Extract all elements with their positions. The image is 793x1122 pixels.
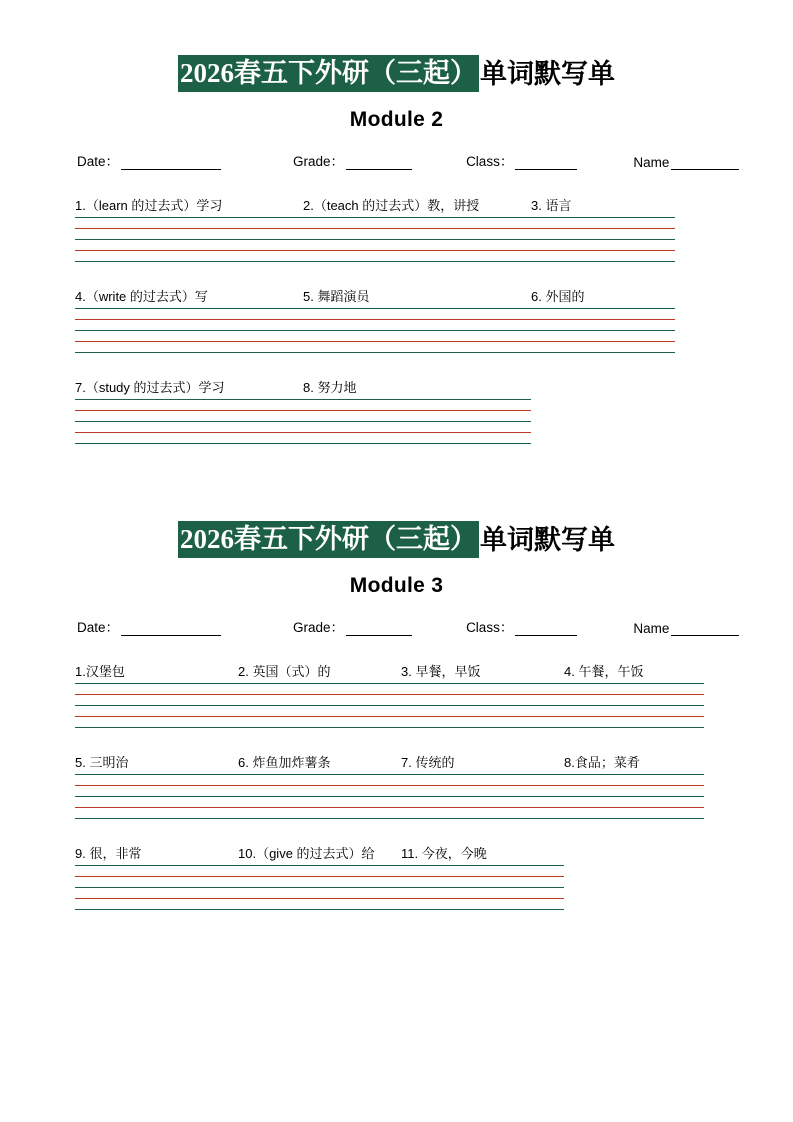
line-green [531,217,675,218]
date-label: Date： [77,154,120,169]
name-blank[interactable] [671,621,739,636]
word-prompt: 11. 今夜，今晚 [401,846,487,861]
line-red [303,432,531,433]
row-spacer [75,354,718,380]
line-green [564,705,704,706]
line-green [75,399,303,400]
line-green [238,818,401,819]
line-red [238,694,401,695]
title-plain: 单词默写单 [480,58,615,89]
line-green [75,352,303,353]
line-green [303,443,531,444]
word-cell [401,664,564,729]
grade-label: Grade： [293,620,345,635]
line-red [531,250,675,251]
writing-lines[interactable] [401,774,564,820]
title-highlight: 2026春五下外研（三起） [178,521,479,558]
grade-blank[interactable] [346,155,412,170]
line-green [238,909,401,910]
line-red [303,250,531,251]
worksheet-title [75,55,718,92]
word-row [75,198,718,263]
line-green [303,399,531,400]
line-red [75,898,238,899]
line-green [75,774,238,775]
name-blank[interactable] [671,155,739,170]
line-green [531,239,675,240]
writing-lines[interactable] [531,308,675,354]
word-prompt: 6. 外国的 [531,289,585,304]
line-red [75,785,238,786]
row-spacer [75,729,718,755]
class-label: Class： [466,620,514,635]
word-grid-2 [75,664,718,911]
word-row [75,380,718,445]
line-green [303,217,531,218]
line-red [238,807,401,808]
line-green [303,352,531,353]
line-green [75,796,238,797]
word-prompt: 6. 炸鱼加炸薯条 [238,755,331,770]
word-prompt: 5. 三明治 [75,755,129,770]
line-green [75,705,238,706]
line-green [75,308,303,309]
writing-lines[interactable] [75,217,303,263]
line-red [531,319,675,320]
line-red [238,716,401,717]
line-red [303,228,531,229]
line-red [238,898,401,899]
name-field[interactable] [633,155,739,170]
word-prompt: 7. 传统的 [401,755,455,770]
line-red [75,410,303,411]
line-green [303,421,531,422]
line-green [238,865,401,866]
line-green [564,818,704,819]
writing-lines[interactable] [303,217,531,263]
writing-lines[interactable] [531,217,675,263]
word-prompt: 3. 早餐，早饭 [401,664,481,679]
line-green [238,683,401,684]
line-green [238,727,401,728]
writing-lines[interactable] [564,683,704,729]
line-red [401,694,564,695]
class-field[interactable] [466,150,577,170]
line-green [401,705,564,706]
word-cell [238,755,401,820]
line-green [75,818,238,819]
word-row [75,289,718,354]
grade-label: Grade： [293,154,345,169]
line-green [564,683,704,684]
meta-row-2 [75,616,718,636]
grade-field[interactable] [293,150,412,170]
line-green [564,796,704,797]
word-prompt: 8. 努力地 [303,380,357,395]
line-green [75,865,238,866]
line-green [75,217,303,218]
line-green [238,796,401,797]
line-green [564,774,704,775]
writing-lines[interactable] [303,399,531,445]
class-field[interactable] [466,616,577,636]
line-green [401,796,564,797]
writing-lines[interactable] [238,774,401,820]
line-green [75,239,303,240]
line-green [238,887,401,888]
writing-lines[interactable] [238,865,401,911]
class-blank[interactable] [515,155,577,170]
line-red [303,319,531,320]
title-highlight: 2026春五下外研（三起） [178,55,479,92]
section-module-3 [75,445,718,911]
word-prompt: 2. 英国（式）的 [238,664,331,679]
name-label: Name [633,621,670,636]
word-cell [303,198,531,263]
date-blank[interactable] [121,621,221,636]
writing-lines[interactable] [75,865,238,911]
line-green [303,239,531,240]
word-prompt: 4. 午餐，午饭 [564,664,644,679]
word-cell [75,846,238,911]
line-green [303,308,531,309]
word-prompt: 1.（learn 的过去式）学习 [75,198,223,213]
word-row [75,846,718,911]
word-cell [75,664,238,729]
word-cell [75,289,303,354]
word-cell [401,846,564,911]
line-green [401,909,564,910]
line-green [531,352,675,353]
line-green [401,774,564,775]
word-cell [238,664,401,729]
line-green [75,727,238,728]
line-red [75,807,238,808]
line-green [531,308,675,309]
date-field[interactable] [77,616,221,636]
line-red [75,319,303,320]
word-cell-empty [564,846,704,911]
line-green [564,727,704,728]
word-grid-1 [75,198,718,445]
line-green [238,774,401,775]
word-prompt: 8.食品；菜肴 [564,755,640,770]
writing-lines[interactable] [564,774,704,820]
module-heading-2: Module 3 [349,574,444,597]
word-row [75,664,718,729]
writing-lines[interactable] [401,683,564,729]
class-label: Class： [466,154,514,169]
line-red [75,432,303,433]
word-cell-empty [531,380,675,445]
line-red [564,807,704,808]
worksheet-title-2 [75,521,718,558]
line-red [401,876,564,877]
word-prompt: 9. 很，非常 [75,846,142,861]
word-prompt: 7.（study 的过去式）学习 [75,380,225,395]
word-prompt: 5. 舞蹈演员 [303,289,370,304]
line-red [564,694,704,695]
line-green [401,818,564,819]
line-green [531,261,675,262]
word-prompt: 2.（teach 的过去式）教，讲授 [303,198,480,213]
writing-lines[interactable] [401,865,564,911]
word-cell [564,755,704,820]
word-row [75,755,718,820]
line-green [238,705,401,706]
line-red [75,694,238,695]
line-green [531,330,675,331]
line-red [401,898,564,899]
line-green [75,261,303,262]
word-cell [75,380,303,445]
line-red [75,228,303,229]
line-green [75,443,303,444]
date-blank[interactable] [121,155,221,170]
line-red [564,716,704,717]
row-spacer [75,820,718,846]
line-red [75,716,238,717]
class-blank[interactable] [515,621,577,636]
section-module-2 [75,0,718,445]
line-green [75,909,238,910]
word-prompt: 10.（give 的过去式）给 [238,846,375,861]
line-red [401,716,564,717]
line-red [564,785,704,786]
grade-field[interactable] [293,616,412,636]
name-label: Name [633,155,670,170]
line-green [75,421,303,422]
word-cell [303,380,531,445]
word-cell [531,198,675,263]
word-cell [401,755,564,820]
grade-blank[interactable] [346,621,412,636]
line-green [401,683,564,684]
word-prompt: 4.（write 的过去式）写 [75,289,208,304]
line-green [401,727,564,728]
line-red [531,341,675,342]
line-green [75,330,303,331]
module-heading-1: Module 2 [349,108,444,131]
word-cell [75,755,238,820]
word-cell [238,846,401,911]
word-prompt: 3. 语言 [531,198,572,213]
date-field[interactable] [77,150,221,170]
title-plain: 单词默写单 [480,524,615,555]
writing-lines[interactable] [75,774,238,820]
line-green [75,887,238,888]
line-green [401,865,564,866]
line-red [531,228,675,229]
line-green [303,330,531,331]
line-red [303,341,531,342]
line-red [75,341,303,342]
line-green [75,683,238,684]
date-label: Date： [77,620,120,635]
row-spacer [75,263,718,289]
line-red [238,785,401,786]
writing-lines[interactable] [75,683,238,729]
line-red [75,876,238,877]
meta-row-1 [75,150,718,170]
line-red [303,410,531,411]
name-field[interactable] [633,621,739,636]
line-green [401,887,564,888]
word-cell [75,198,303,263]
writing-lines[interactable] [75,399,303,445]
line-red [75,250,303,251]
line-green [303,261,531,262]
writing-lines[interactable] [238,683,401,729]
word-cell [303,289,531,354]
line-red [401,785,564,786]
line-red [401,807,564,808]
line-red [238,876,401,877]
word-cell [531,289,675,354]
writing-lines[interactable] [303,308,531,354]
writing-lines[interactable] [75,308,303,354]
word-cell [564,664,704,729]
word-prompt: 1.汉堡包 [75,664,125,679]
